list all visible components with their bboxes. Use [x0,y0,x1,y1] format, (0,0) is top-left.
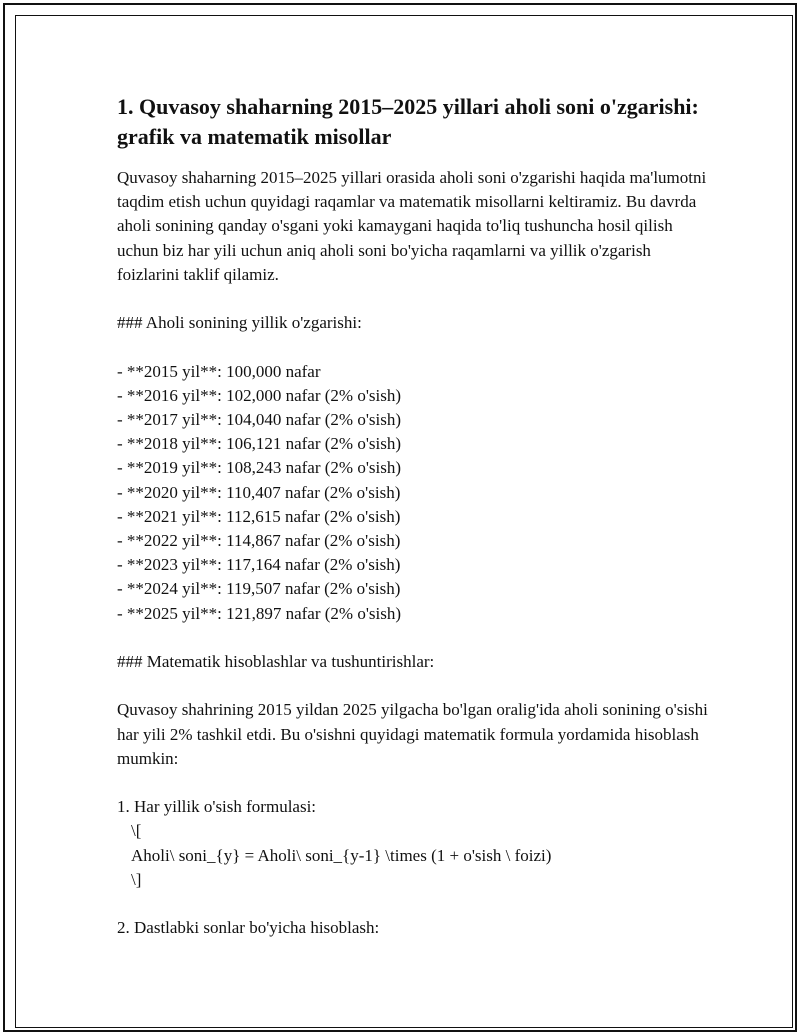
list-item: - **2019 yil**: 108,243 nafar (2% o'sish) [117,458,401,478]
list-item: - **2018 yil**: 106,121 nafar (2% o'sish) [117,434,401,454]
list-item: - **2015 yil**: 100,000 nafar [117,361,321,381]
spacer [117,626,717,650]
formula-open: \[ [131,821,142,841]
spacer [117,674,717,698]
spacer [117,287,717,311]
document-body [117,92,717,940]
population-list [117,360,717,626]
list-item: - **2016 yil**: 102,000 nafar (2% o'sish) [117,385,401,405]
list-item: - **2023 yil**: 117,164 nafar (2% o'sish) [117,555,401,575]
spacer [117,892,717,916]
section-heading-population: ### Aholi sonining yillik o'zgarishi: [117,313,362,333]
list-item: - **2022 yil**: 114,867 nafar (2% o'sish) [117,531,401,551]
calculations-paragraph: Quvasoy shahrining 2015 yildan 2025 yilgacha bo'lgan oralig'ida aholi sonining o'sishi har yili 2% tashkil etdi. Bu o'sishni quyidagi matematik formula yordamida hisoblash mumkin: [117,700,713,768]
list-item: - **2017 yil**: 104,040 nafar (2% o'sish) [117,410,401,429]
intro-paragraph: Quvasoy shaharning 2015–2025 yillari orasida aholi soni o'zgarishi haqida ma'lumotni taqdim etish uchun quyidagi raqamlar va matematik misollarni keltiramiz. Bu davrda aholi sonining qanday o'sgani yoki kamaygani haqida to'liq tushuncha hosil qilish uchun biz har yili uchun aniq aholi soni bo'yicha raqamlarni va yillik o'zgarish foizlarini taklif qilamiz. [117,168,711,284]
section-heading-calculations: ### Matematik hisoblashlar va tushuntirishlar: [117,652,435,672]
list-item: - **2021 yil**: 112,615 nafar (2% o'sish) [117,506,401,526]
list-item: - **2024 yil**: 119,507 nafar (2% o'sish) [117,579,401,599]
step-1-label: 1. Har yillik o'sish formulasi: [117,797,317,817]
spacer [117,771,717,795]
list-item: - **2020 yil**: 110,407 nafar (2% o'sish) [117,482,401,502]
formula-body: Aholi\ soni_{y} = Aholi\ soni_{y-1} \times (1 + o'sish \ foizi) [131,845,552,865]
step-2-label: 2. Dastlabki sonlar bo'yicha hisoblash: [117,918,380,938]
formula-close: \] [131,869,142,889]
document-title: 1. Quvasoy shaharning 2015–2025 yillari aholi soni o'zgarishi: grafik va matematik misollar [117,94,699,149]
spacer [117,335,717,359]
list-item: - **2025 yil**: 121,897 nafar (2% o'sish) [117,603,401,623]
